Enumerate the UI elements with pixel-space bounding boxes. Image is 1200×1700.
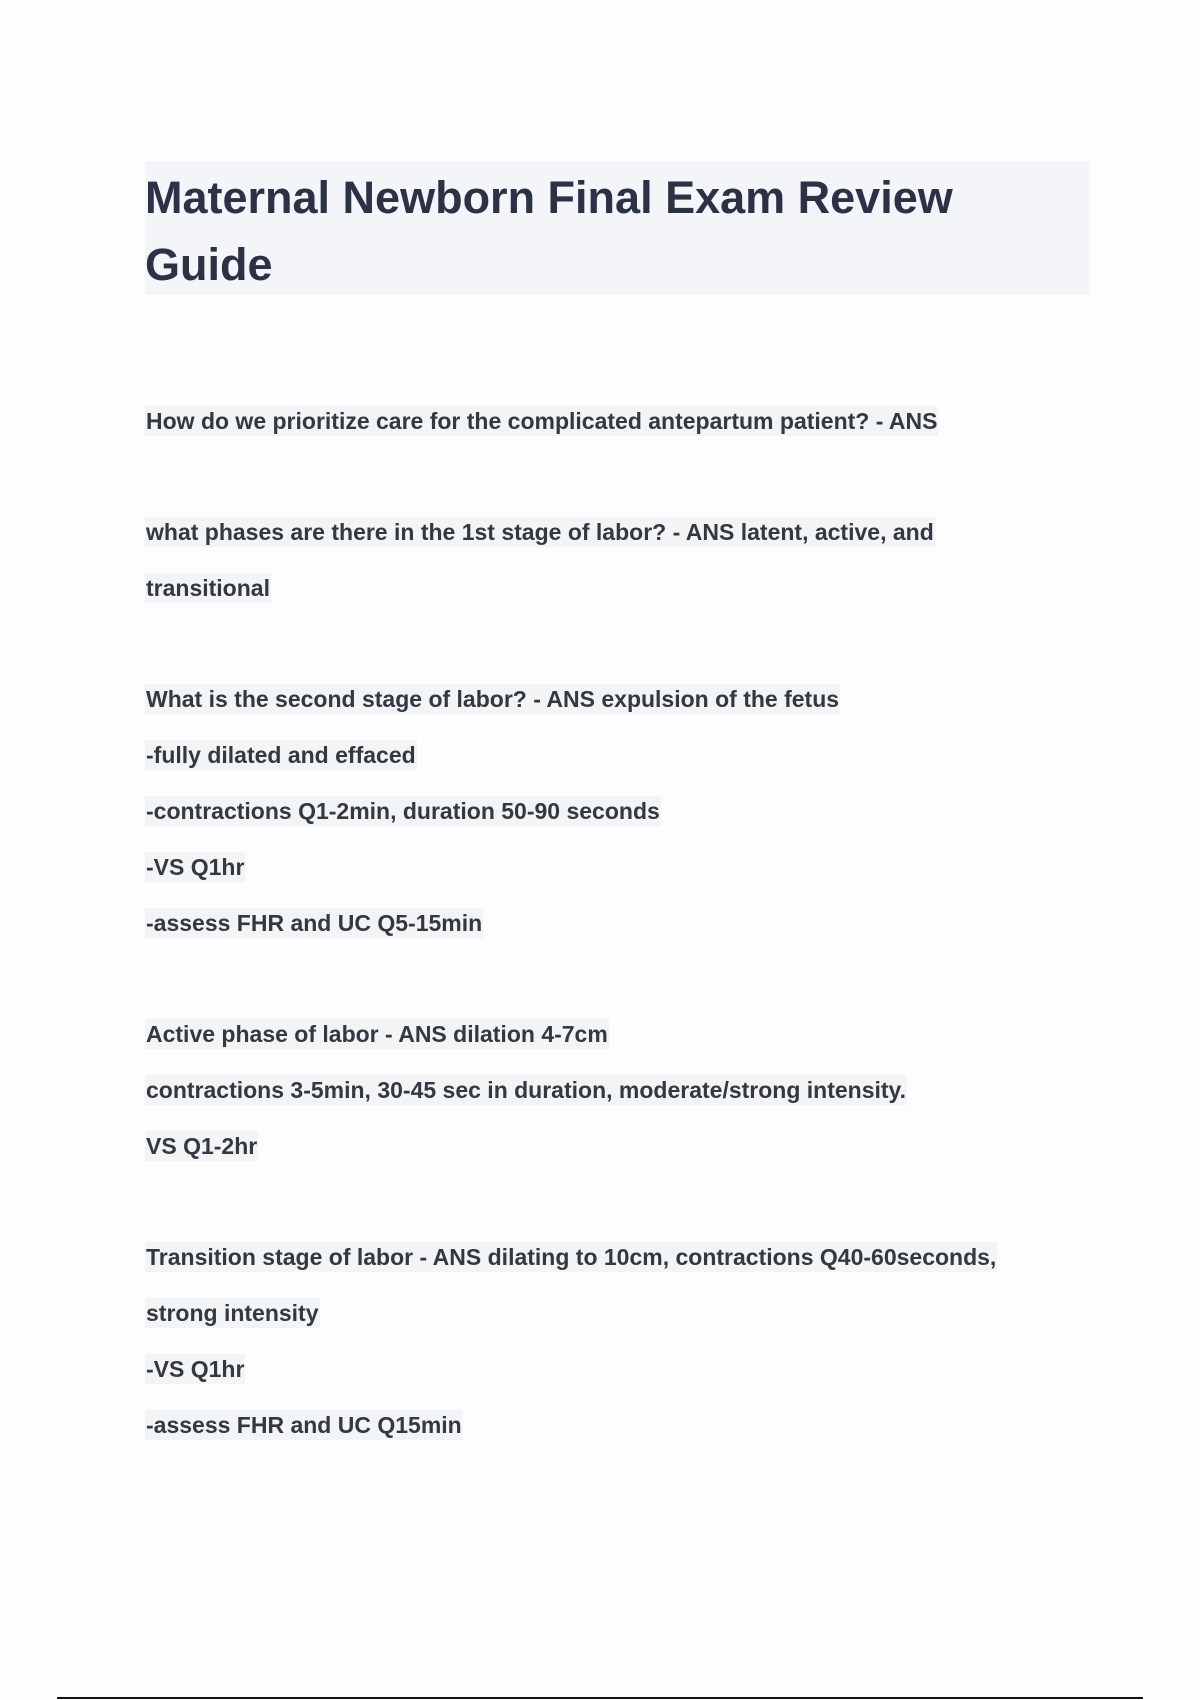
qa-item [145,1006,1105,1174]
text-line [145,504,1105,560]
text-line [145,393,1105,449]
text-line [145,1341,1105,1397]
text-line-content: -fully dilated and effaced [146,742,416,768]
text-line-content: -contractions Q1-2min, duration 50-90 seconds [146,798,660,824]
qa-item [145,1229,1105,1453]
text-line-content: -assess FHR and UC Q15min [146,1412,462,1438]
text-line [145,839,1105,895]
text-line [145,1229,1105,1285]
title-block [145,161,1089,295]
text-line [145,1285,1105,1341]
qa-item [145,504,1105,616]
text-line [145,895,1105,951]
text-line [145,1006,1105,1062]
text-line-content: Active phase of labor - ANS dilation 4-7cm [146,1021,608,1047]
document-title: Maternal Newborn Final Exam Review Guide [145,172,953,290]
text-line-content: -assess FHR and UC Q5-15min [146,910,483,936]
text-line-content: Transition stage of labor - ANS dilating to 10cm, contractions Q40-60seconds, [146,1244,997,1270]
qa-item [145,671,1105,951]
text-line-content: what phases are there in the 1st stage of labor? - ANS latent, active, and [146,519,934,545]
document-body [145,393,1105,1508]
text-line-content: -VS Q1hr [146,1356,245,1382]
text-line-content: -VS Q1hr [146,854,245,880]
text-line-content: What is the second stage of labor? - ANS expulsion of the fetus [146,686,840,712]
qa-item [145,393,1105,449]
text-line-content: strong intensity [146,1300,319,1326]
text-line [145,727,1105,783]
text-line-content: transitional [146,575,270,601]
text-line [145,1397,1105,1453]
text-line-content: contractions 3-5min, 30-45 sec in duration, moderate/strong intensity. [146,1077,907,1103]
text-line [145,783,1105,839]
text-line-content: How do we prioritize care for the complicated antepartum patient? - ANS [146,408,938,434]
text-line [145,1062,1105,1118]
text-line [145,1118,1105,1174]
text-line [145,560,1105,616]
text-line [145,671,1105,727]
text-line-content: VS Q1-2hr [146,1133,258,1159]
page-bottom-rule [57,1697,1143,1699]
